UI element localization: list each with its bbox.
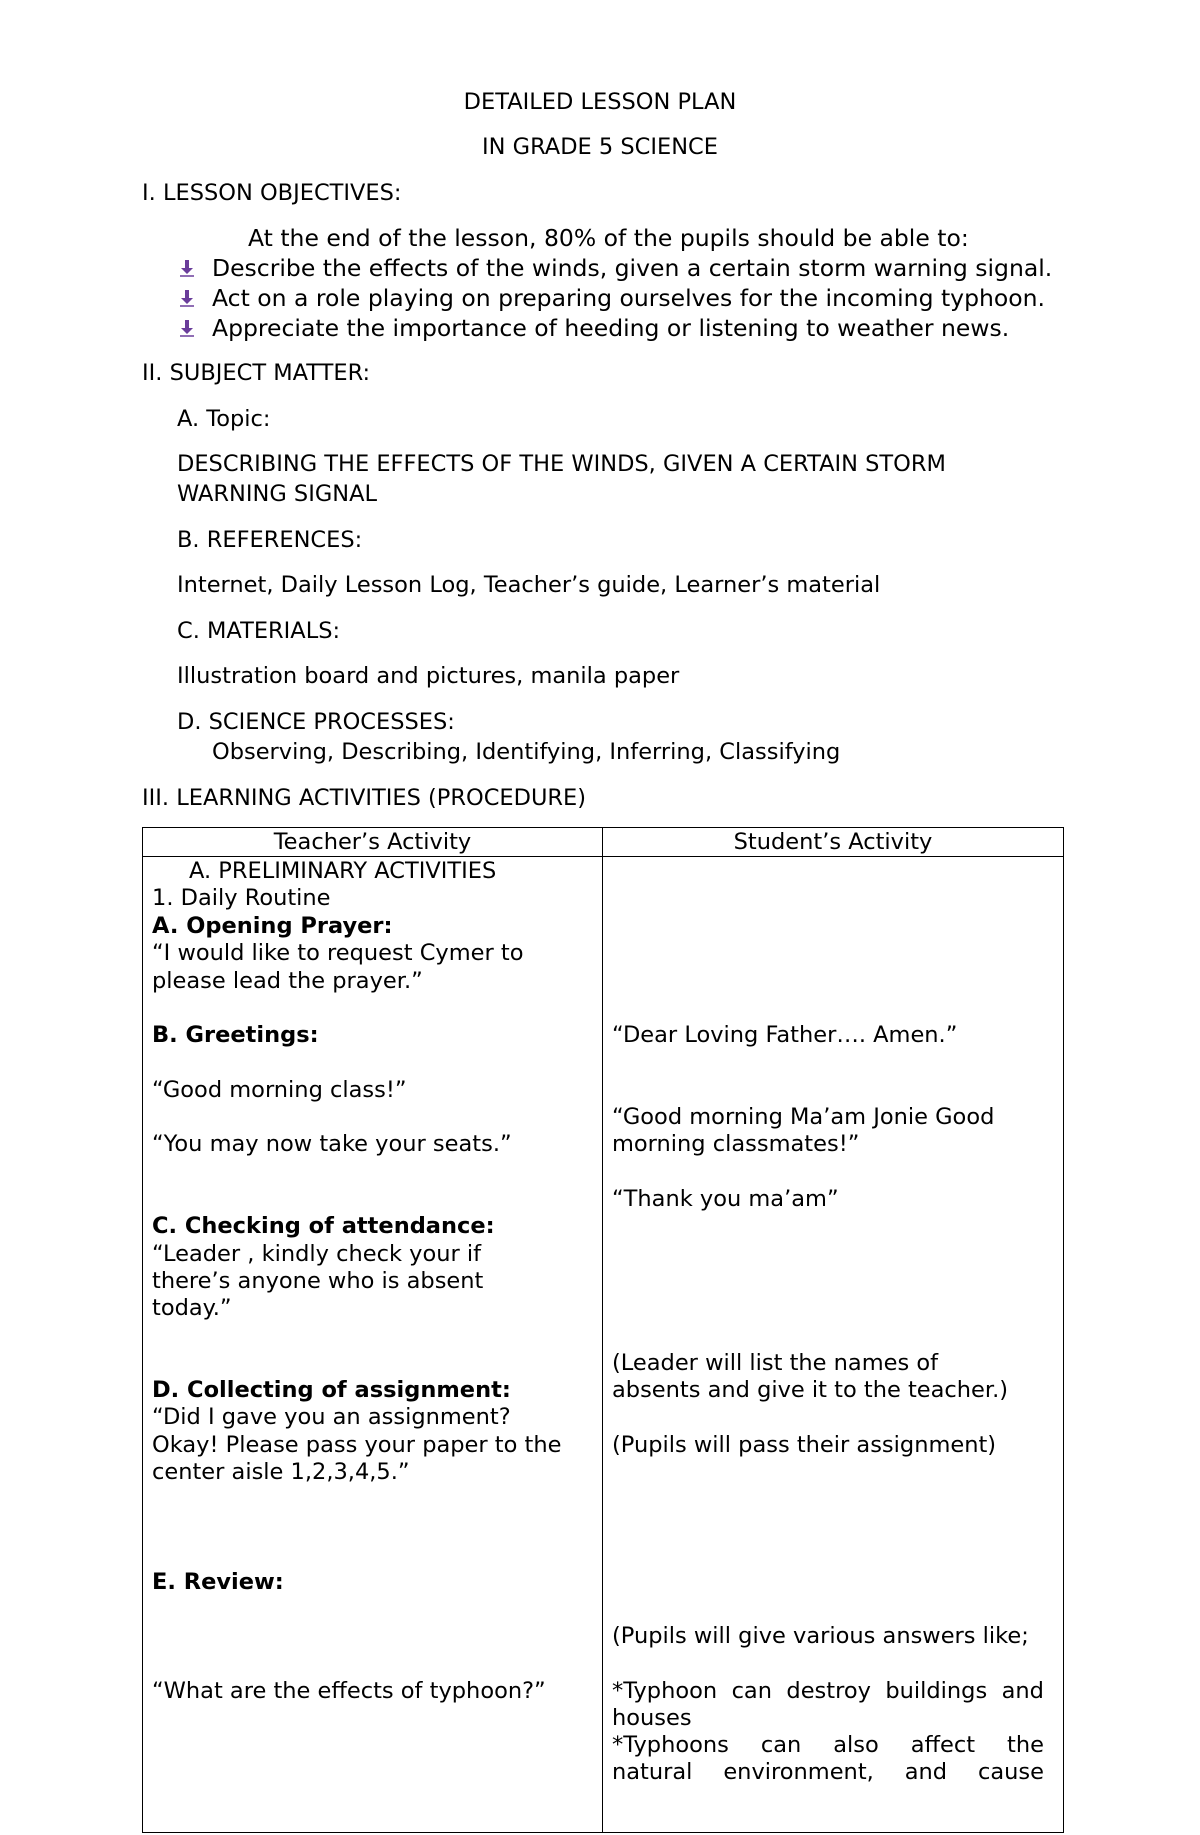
teacher-activity-cell: [143, 857, 603, 1833]
document-subtitle: IN GRADE 5 SCIENCE: [482, 134, 718, 160]
prayer-request: please lead the prayer.”: [152, 968, 423, 994]
references-label: B. REFERENCES:: [177, 527, 363, 553]
references-text: Internet, Daily Lesson Log, Teacher’s guide, Learner’s material: [177, 572, 881, 598]
objective-item: Describe the effects of the winds, given a certain storm warning signal.: [212, 254, 1053, 282]
answers-intro: (Pupils will give various answers like;: [612, 1623, 1029, 1649]
answer-line: houses: [612, 1705, 692, 1731]
table-header-row: [143, 828, 1064, 857]
opening-prayer-title: A. Opening Prayer:: [152, 913, 393, 939]
student-prayer: “Dear Loving Father…. Amen.”: [612, 1022, 958, 1048]
subject-matter-heading: II. SUBJECT MATTER:: [142, 360, 371, 386]
attendance-title: C. Checking of attendance:: [152, 1213, 495, 1239]
assignment-text: “Did I gave you an assignment?: [152, 1404, 511, 1430]
objective-item: Appreciate the importance of heeding or listening to weather news.: [212, 314, 1010, 342]
materials-label: C. MATERIALS:: [177, 618, 341, 644]
materials-text: Illustration board and pictures, manila paper: [177, 663, 680, 689]
objectives-heading: I. LESSON OBJECTIVES:: [142, 180, 402, 206]
leader-action: (Leader will list the names of: [612, 1350, 939, 1376]
processes-label: D. SCIENCE PROCESSES:: [177, 709, 455, 735]
objective-item: Act on a role playing on preparing ourselves for the incoming typhoon.: [212, 284, 1046, 312]
prayer-request: “I would like to request Cymer to: [152, 940, 524, 966]
daily-routine: 1. Daily Routine: [152, 885, 331, 911]
assignment-text: Okay! Please pass your paper to the: [152, 1432, 562, 1458]
assignment-title: D. Collecting of assignment:: [152, 1377, 511, 1403]
document-title: DETAILED LESSON PLAN: [463, 89, 737, 115]
pupils-pass: (Pupils will pass their assignment): [612, 1432, 997, 1458]
take-seats: “You may now take your seats.”: [152, 1131, 512, 1157]
assignment-text: center aisle 1,2,3,4,5.”: [152, 1459, 410, 1485]
column-header-teacher: Teacher’s Activity: [143, 828, 603, 857]
topic-text: WARNING SIGNAL: [177, 481, 378, 507]
student-greeting: morning classmates!”: [612, 1131, 860, 1157]
student-thanks: “Thank you ma’am”: [612, 1186, 839, 1212]
student-greeting: “Good morning Ma’am Jonie Good: [612, 1104, 995, 1130]
teacher-greeting: “Good morning class!”: [152, 1077, 407, 1103]
review-question: “What are the effects of typhoon?”: [152, 1678, 546, 1704]
learning-activities-heading: III. LEARNING ACTIVITIES (PROCEDURE): [142, 785, 587, 811]
answer-line: *Typhoon can destroy buildings and: [612, 1678, 1044, 1704]
arrow-down-icon: [178, 259, 196, 277]
attendance-text: today.”: [152, 1295, 232, 1321]
objectives-intro: At the end of the lesson, 80% of the pupils should be able to:: [248, 224, 969, 252]
student-activity-cell: [603, 857, 1064, 1833]
preliminary-activities: A. PRELIMINARY ACTIVITIES: [189, 858, 497, 884]
answer-line: *Typhoons can also affect the: [612, 1732, 1044, 1758]
greetings-title: B. Greetings:: [152, 1022, 319, 1048]
topic-text: DESCRIBING THE EFFECTS OF THE WINDS, GIVEN A CERTAIN STORM: [177, 451, 946, 477]
procedure-table: [142, 827, 1064, 1833]
arrow-down-icon: [178, 289, 196, 307]
answer-line: natural environment, and cause: [612, 1759, 1044, 1785]
topic-label: A. Topic:: [177, 406, 271, 432]
column-header-student: Student’s Activity: [603, 828, 1064, 857]
table-row: [143, 857, 1064, 1833]
processes-text: Observing, Describing, Identifying, Inferring, Classifying: [212, 739, 841, 765]
arrow-down-icon: [178, 319, 196, 337]
review-title: E. Review:: [152, 1569, 284, 1595]
attendance-text: there’s anyone who is absent: [152, 1268, 484, 1294]
attendance-text: “Leader , kindly check your if: [152, 1241, 482, 1267]
leader-action: absents and give it to the teacher.): [612, 1377, 1009, 1403]
